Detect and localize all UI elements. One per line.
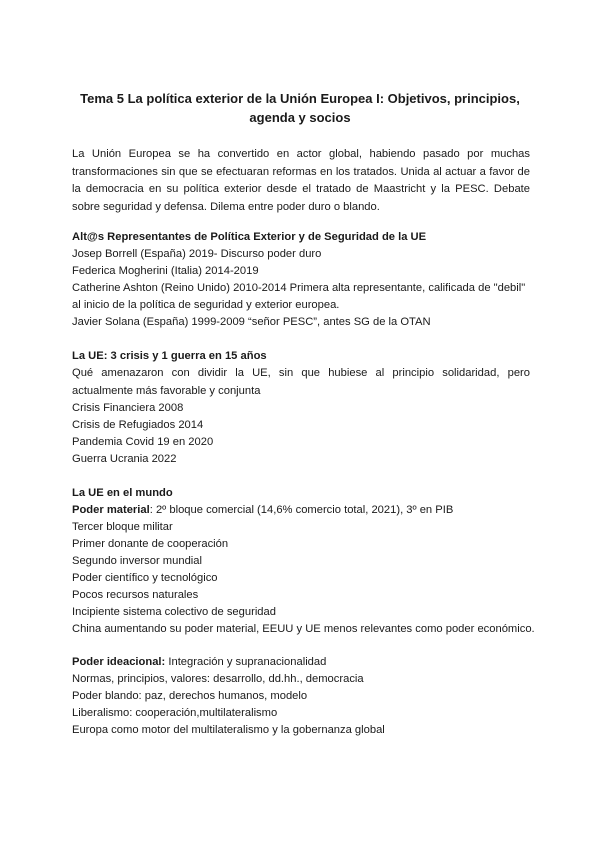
- ideacional-item: Liberalismo: cooperación,multilateralismo: [72, 707, 278, 719]
- poder-material-text: : 2º bloque comercial (14,6% comercio total, 2021), 3º en PIB: [149, 504, 454, 516]
- representante-solana: Javier Solana (España) 1999-2009 “señor PESC”, antes SG de la OTAN: [72, 316, 431, 328]
- intro-paragraph: La Unión Europea se ha convertido en actor global, habiendo pasado por muchas transformaciones sin que se efectuaran reformas en los tratados. Unida al actuar a favor de la democracia en su política exterior desde el tratado de Maastricht y la PESC. Debate sobre seguridad y defensa. Dilema entre poder duro o blando.: [72, 148, 530, 213]
- representante-borrell: Josep Borrell (España) 2019- Discurso poder duro: [72, 248, 322, 260]
- title-line-2: agenda y socios: [249, 110, 351, 125]
- crisis-section: [72, 348, 530, 468]
- crisis-description: Qué amenazaron con dividir la UE, sin que hubiese al principio solidaridad, pero actualmente más favorable y conjunta: [72, 367, 530, 397]
- representante-mogherini: Federica Mogherini (Italia) 2014-2019: [72, 265, 259, 277]
- mundo-section: [72, 485, 535, 638]
- crisis-item: Crisis de Refugiados 2014: [72, 419, 204, 431]
- mundo-item: Poder científico y tecnológico: [72, 572, 218, 584]
- poder-ideacional-text: Integración y supranacionalidad: [165, 656, 327, 668]
- mundo-item: Primer donante de cooperación: [72, 538, 229, 550]
- poder-ideacional-label: Poder ideacional:: [72, 656, 166, 668]
- mundo-item: Segundo inversor mundial: [72, 555, 202, 567]
- crisis-item: Guerra Ucrania 2022: [72, 453, 177, 465]
- page-title: [70, 89, 530, 127]
- representantes-heading: Alt@s Representantes de Política Exterior y de Seguridad de la UE: [72, 231, 427, 243]
- mundo-item: Pocos recursos naturales: [72, 589, 199, 601]
- representante-ashton-line-2: al inicio de la política de seguridad y exterior europea.: [72, 299, 340, 311]
- mundo-heading: La UE en el mundo: [72, 487, 173, 499]
- crisis-item: Pandemia Covid 19 en 2020: [72, 436, 214, 448]
- ideacional-item: Poder blando: paz, derechos humanos, modelo: [72, 690, 308, 702]
- ideacional-item: Europa como motor del multilateralismo y la gobernanza global: [72, 724, 385, 736]
- representantes-section: [72, 229, 530, 331]
- mundo-item: China aumentando su poder material, EEUU y UE menos relevantes como poder económico.: [72, 623, 535, 635]
- mundo-item: Tercer bloque militar: [72, 521, 173, 533]
- crisis-item: Crisis Financiera 2008: [72, 402, 184, 414]
- crisis-heading: La UE: 3 crisis y 1 guerra en 15 años: [72, 350, 267, 362]
- title-line-1: Tema 5 La política exterior de la Unión Europea I: Objetivos, principios,: [80, 91, 520, 106]
- mundo-item: Incipiente sistema colectivo de seguridad: [72, 606, 276, 618]
- poder-material-label: Poder material: [72, 504, 150, 516]
- ideacional-section: [72, 654, 530, 739]
- poder-ideacional-line: [72, 654, 530, 671]
- ideacional-item: Normas, principios, valores: desarrollo, dd.hh., democracia: [72, 673, 364, 685]
- representante-ashton-line-1: Catherine Ashton (Reino Unido) 2010-2014 Primera alta representante, calificada de "debil": [72, 282, 526, 294]
- poder-material-line: [72, 502, 530, 519]
